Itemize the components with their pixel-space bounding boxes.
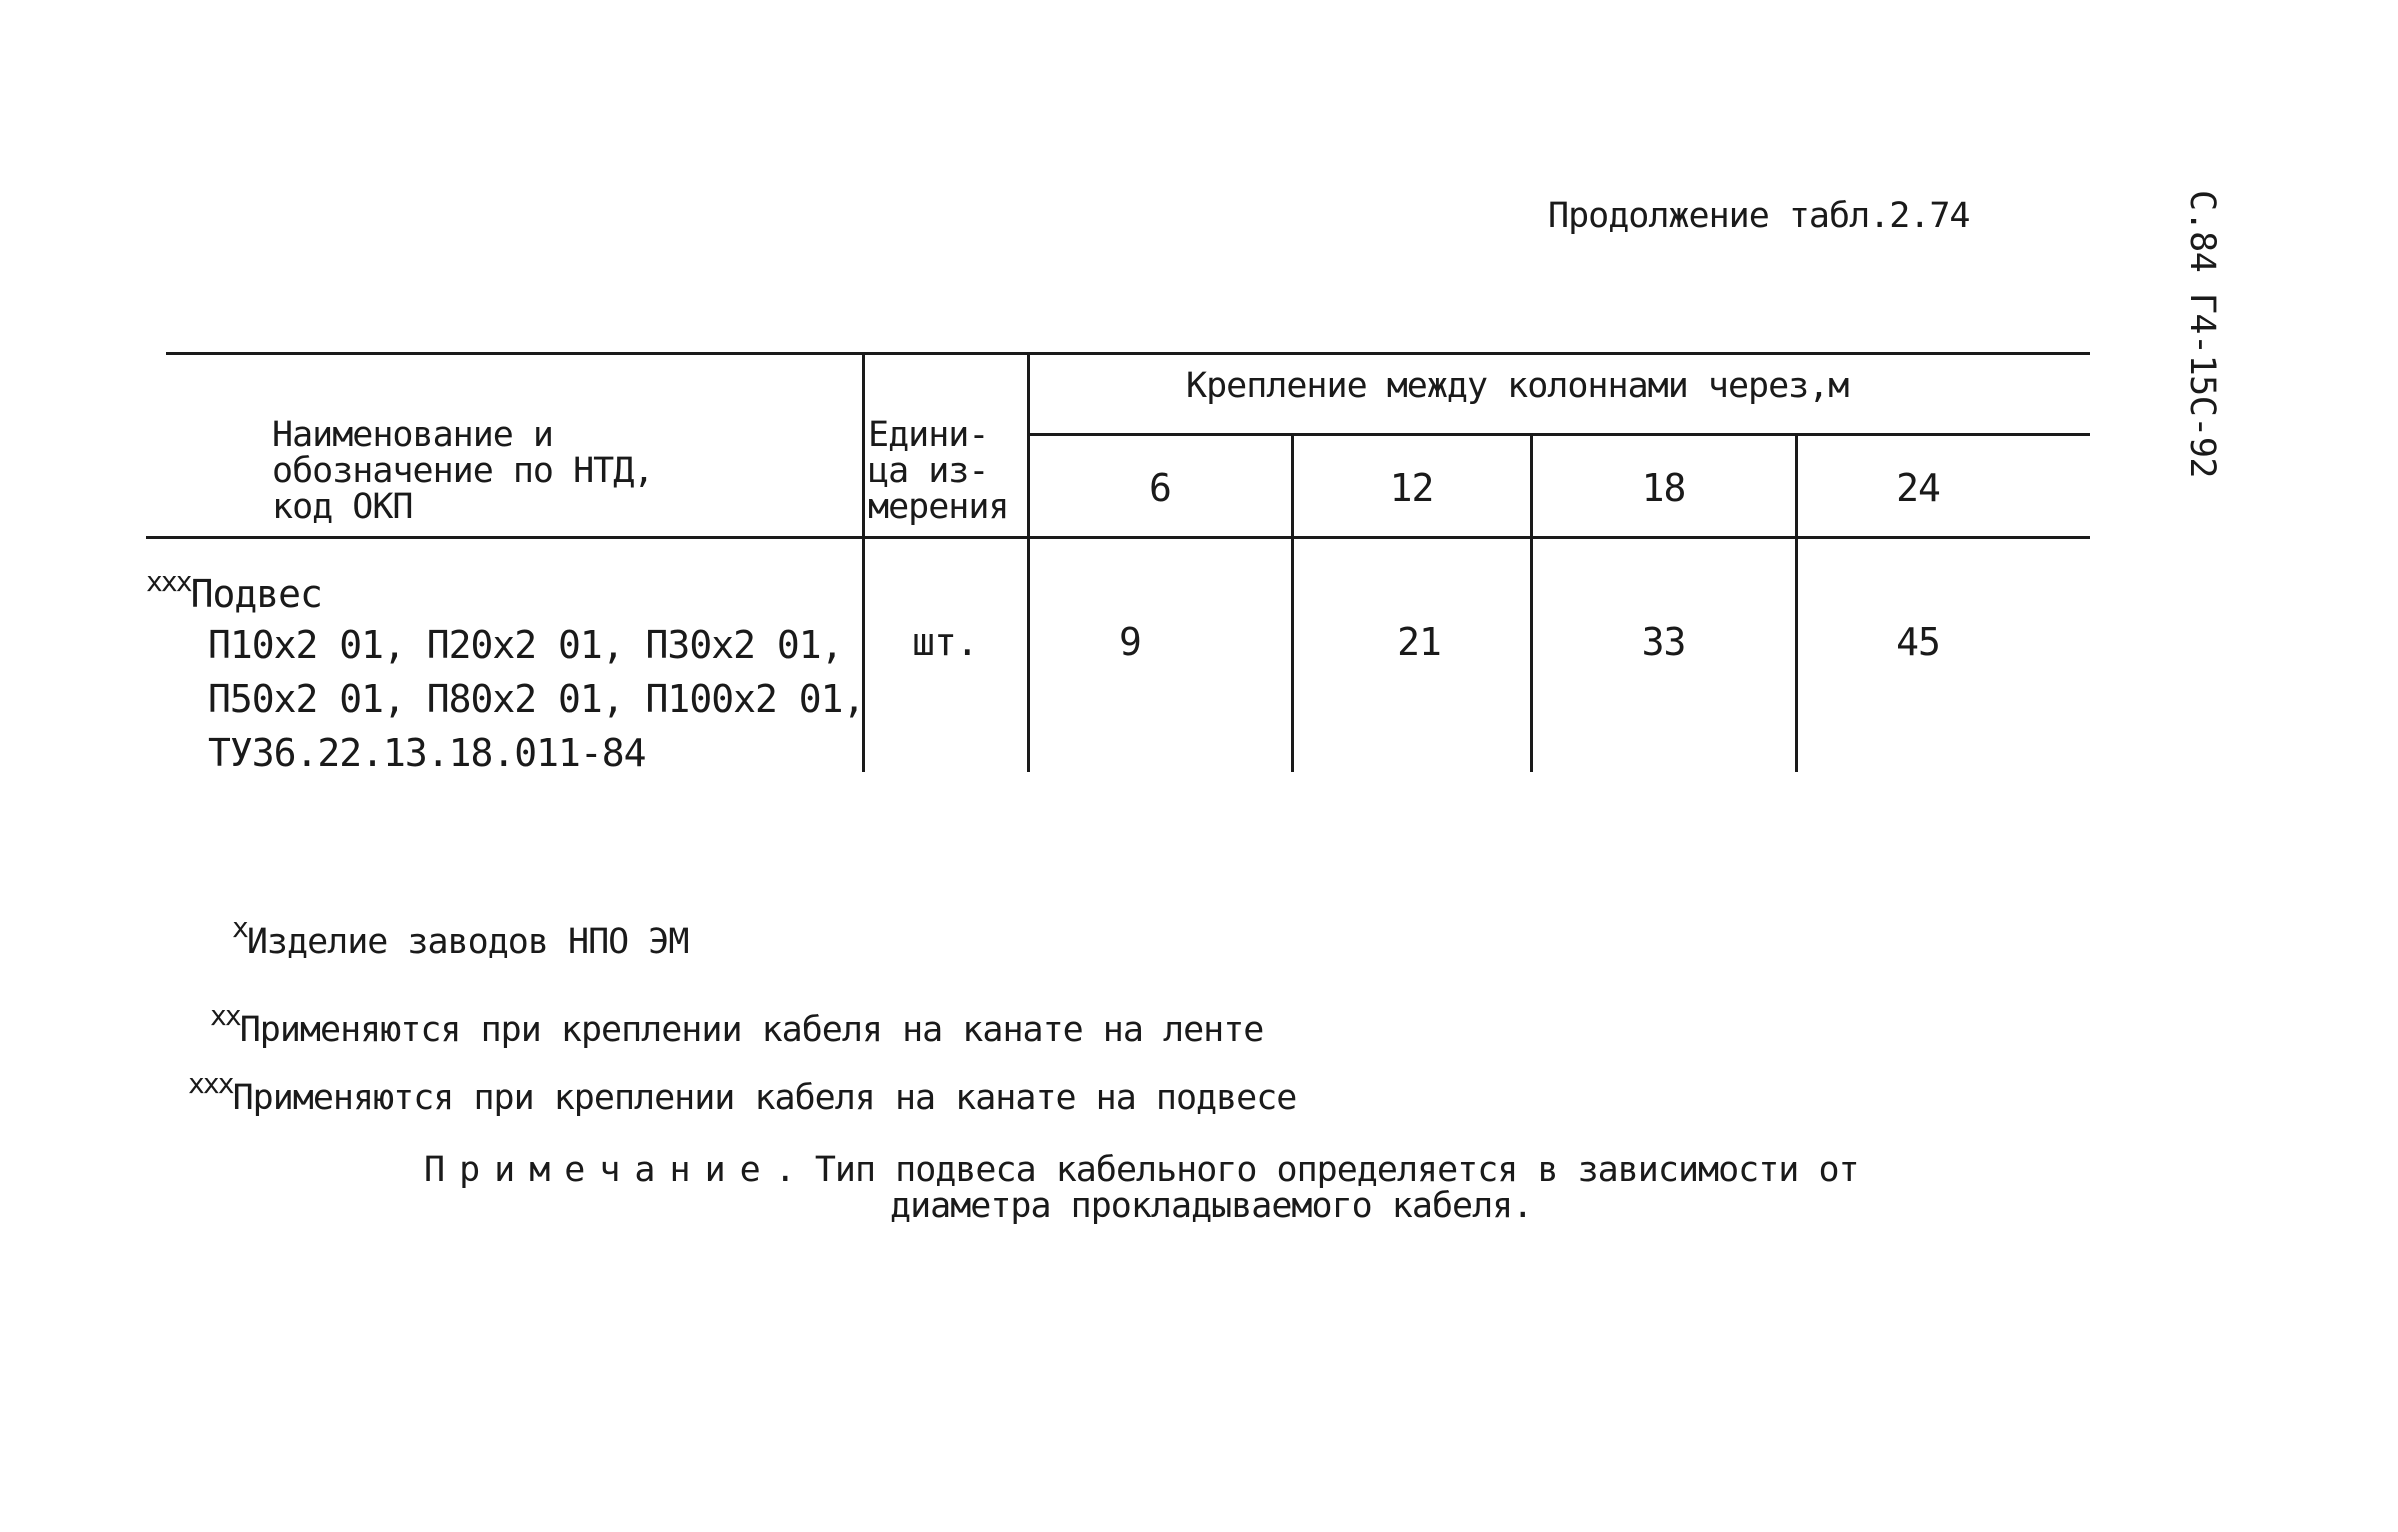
- column-header-unit-line3: мерения: [868, 487, 1009, 527]
- table-row-name: [146, 565, 865, 780]
- row-designations-2: П50х2 01, П80х2 01, П100х2 01,: [208, 677, 865, 721]
- footnote-2-marker: xx: [210, 999, 240, 1032]
- footnote-marker: xxx: [146, 565, 191, 598]
- note-label: Примечание: [424, 1150, 775, 1190]
- column-header-name-line3: код ОКП: [272, 487, 413, 527]
- footnote-1-marker: x: [232, 911, 247, 944]
- span-header-12: 12: [1389, 466, 1434, 510]
- footnote-3-marker: xxx: [188, 1067, 233, 1100]
- footnote-3: [188, 1067, 1297, 1118]
- row-value-18: 33: [1641, 620, 1686, 664]
- row-item-title: Подвес: [190, 572, 322, 616]
- table-continuation-caption: Продолжение табл.2.74: [1548, 196, 1970, 236]
- header-bottom-rule: [146, 536, 2090, 539]
- row-designations-1: П10х2 01, П20х2 01, П30х2 01,: [208, 623, 843, 667]
- footnote-1: [232, 911, 689, 962]
- note-text-1: . Тип подвеса кабельного определяется в зависимости от: [774, 1150, 1859, 1190]
- row-value-12: 21: [1397, 620, 1441, 664]
- table-top-rule: [166, 352, 2090, 355]
- row-spec-code: ТУ36.22.13.18.011-84: [208, 731, 646, 775]
- divider-unit-values: [1027, 352, 1030, 772]
- row-value-6: 9: [1119, 620, 1141, 664]
- span-header-18: 18: [1641, 466, 1686, 510]
- note-line-1: [424, 1152, 1859, 1188]
- column-group-header: Крепление между колоннами через,м: [1186, 366, 1849, 406]
- group-header-rule: [1028, 433, 2090, 436]
- column-header-unit-line2: ца из-: [868, 451, 989, 491]
- column-header-unit-line1: Едини-: [868, 415, 989, 455]
- column-header-unit: [868, 417, 1009, 525]
- column-header-name: [272, 417, 653, 525]
- note-line-2: диаметра прокладываемого кабеля.: [890, 1186, 1533, 1226]
- column-header-name-line2: обозначение по НТД,: [272, 451, 654, 491]
- footnote-3-text: Применяются при креплении кабеля на канате на подвесе: [232, 1078, 1297, 1118]
- span-header-24: 24: [1896, 466, 1940, 510]
- footnote-1-text: Изделие заводов НПО ЭМ: [246, 922, 689, 962]
- footnote-2-text: Применяются при креплении кабеля на канате на ленте: [239, 1010, 1264, 1050]
- span-header-6: 6: [1149, 466, 1171, 510]
- column-header-name-line1: Наименование и: [272, 415, 554, 455]
- row-value-24: 45: [1896, 620, 1940, 664]
- footnote-2: [210, 999, 1264, 1050]
- document-side-code: С.84 Г4-15С-92: [2182, 190, 2222, 479]
- row-name-first-line: [146, 565, 864, 618]
- row-unit: шт.: [912, 620, 978, 664]
